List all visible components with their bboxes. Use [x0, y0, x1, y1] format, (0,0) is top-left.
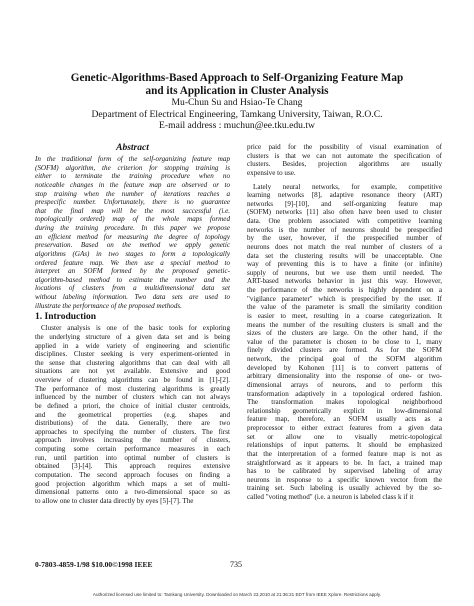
- text-line: illustrate the performance of the proposed methods.: [35, 301, 182, 310]
- right-paragraph-1: [247, 143, 442, 178]
- text-line: and the geometrical properties (e.g. shapes and: [35, 410, 230, 419]
- text-line: supply of neurons, but we use them until needed. The: [247, 268, 442, 277]
- text-line: the value of the parameter is small the similarity condition: [247, 303, 442, 312]
- text-line: neurons does not match the real number of clusters of a: [247, 242, 442, 251]
- text-line: networks is the number of neurons should be prespecified: [247, 225, 442, 234]
- text-line: Cluster analysis is one of the basic tools for exploring: [41, 324, 230, 333]
- text-line: ART-based networks behavior in just this way. However,: [247, 277, 442, 286]
- text-line: network, the principal goal of the SOFM algorithm: [247, 355, 442, 363]
- text-line: relationship geometrically explicit in low-dimensional: [247, 406, 442, 415]
- text-line: clusters. Besides, projection algorithms are usually: [247, 160, 442, 169]
- text-line: ordered feature map. We then use a special method to: [35, 258, 230, 267]
- text-line: "vigilance parameter" which is prespecified by the user. If: [247, 294, 442, 303]
- copyright-footer: 0-7803-4859-1/98 $10.00©1998 IEEE: [35, 560, 153, 569]
- text-line: has to be calibrated by supervised labeling of array: [247, 467, 442, 476]
- text-line: stop training when the number of iterations reaches a: [35, 189, 230, 198]
- authors: Mu-Chun Su and Hsiao-Te Chang: [171, 97, 303, 108]
- text-line: preservation. Based on the method we apply genetic: [35, 241, 230, 250]
- text-line: overview of clustering algorithms can be found in [1]-[2].: [35, 376, 230, 384]
- text-line: learning networks [8], adaptive resonance theory (ART): [247, 191, 442, 200]
- abstract-heading: Abstract: [116, 143, 149, 153]
- text-line: sizes of the clusters are large. On the other hand, if the: [247, 329, 442, 338]
- text-line: during the training procedure. In this paper we propose: [35, 224, 230, 232]
- text-line: dimensional arrays of neurons, and to perform this: [247, 380, 442, 389]
- text-line: topologically ordered) map of the whole maps formed: [35, 215, 230, 224]
- text-line: that the interpretation of a formed feature map is not as: [247, 449, 442, 458]
- text-line: either to terminate the training procedure when no: [35, 172, 230, 181]
- email-address: E-mail address : muchun@ee.tku.edu.tw: [159, 120, 315, 131]
- text-line: distributions) of the data. Generally, there are two: [35, 419, 230, 428]
- text-line: interpret an SOFM formed by the proposed genetic-: [35, 267, 230, 276]
- text-line: expensive to use.: [247, 168, 296, 177]
- text-line: by the user, however, if the prespecified number of: [247, 234, 442, 243]
- text-line: Lately neural networks, for example, competitive: [253, 182, 442, 191]
- introduction-body: [35, 324, 230, 505]
- text-line: developed by Kohonen [11] is to convert patterns of: [247, 363, 442, 372]
- text-line: approach involves increasing the number of clusters,: [35, 436, 230, 445]
- affiliation: Department of Electrical Engineering, Tamkang University, Taiwan, R.O.C.: [91, 109, 383, 120]
- paper-title-line-2: and its Application in Cluster Analysis: [145, 85, 329, 97]
- text-line: way of preventing this is to have a finite (or infinite): [247, 260, 442, 269]
- license-notice: Authorized licensed use limited to: Tamkang University. Downloaded on March 23,2010 at 21:36:21 EDT from IEEE Xplore. Restrictions apply.: [92, 592, 382, 597]
- text-line: applied in a wide variety of engineering and scientific: [35, 341, 230, 350]
- text-line: straightforward as it appears to be. In fact, a trained map: [247, 458, 442, 467]
- text-line: relationships of input patterns. It should be emphasized: [247, 441, 442, 450]
- text-line: locations of clusters from a multidimensional data set: [35, 284, 230, 293]
- text-line: without labeling information. Two data sets are used to: [35, 293, 230, 301]
- text-line: noticeable changes in the feature map are observed or to: [35, 180, 230, 189]
- text-line: be defined a priori, the choice of initial cluster centroids,: [35, 401, 230, 410]
- text-line: neurons in response to a specific known vector from the: [247, 475, 442, 484]
- text-line: run, until partition into optimal number of clusters is: [35, 453, 230, 462]
- text-line: algorithm-based method to estimate the number and the: [35, 275, 230, 284]
- text-line: computation. The second approach focuses on finding a: [35, 470, 230, 479]
- text-line: arbitrary dimensionality into the response of one- or two-: [247, 372, 442, 381]
- text-line: obtained [3]-[4]. This approach requires extensive: [35, 462, 230, 471]
- text-line: dimensional patterns onto a two-dimensional space so as: [35, 488, 230, 497]
- text-line: (SOFM) algorithm, the criterion for stopping training is: [35, 163, 230, 172]
- text-line: price paid for the possibility of visual examination of: [247, 143, 442, 151]
- text-line: the performance of the networks is highly dependent on a: [247, 286, 442, 294]
- text-line: good projection algorithm which maps a set of multi-: [35, 479, 230, 488]
- text-line: situations are not yet available. Extensive and good: [35, 367, 230, 376]
- text-line: feature map, therefore, an SOFM usually acts as a: [247, 415, 442, 424]
- text-line: training set. Such labeling is usually achieved by the so-: [247, 484, 442, 493]
- text-line: The transformation makes topological neighborhood: [247, 398, 442, 407]
- text-line: the sense that clustering algorithms that can deal with all: [35, 358, 230, 367]
- text-line: prespecific number. Unfortunately, there is no guarantee: [35, 198, 230, 207]
- text-line: disciplines. Cluster seeking is very experiment-oriented in: [35, 350, 230, 359]
- text-line: the underlying structure of a given data set and is being: [35, 332, 230, 341]
- text-line: clusters is that we can not automate the specification of: [247, 151, 442, 160]
- right-paragraph-2: [247, 183, 442, 502]
- text-line: preprocessor to either extract features from a given data: [247, 424, 442, 432]
- text-line: computing some certain performance measures in each: [35, 445, 230, 453]
- text-line: to allow one to cluster data directly by eyes [5]-[7]. The: [35, 496, 194, 505]
- text-line: (SOFM) networks [11] also often have been used to cluster: [247, 208, 442, 217]
- text-line: an efficient method for measuring the degree of topology: [35, 232, 230, 241]
- text-line: that the final map will be the most successful (i.e.: [35, 206, 230, 215]
- introduction-heading: 1. Introduction: [35, 312, 97, 323]
- text-line: transformation adaptively in a topological ordered fashion.: [247, 389, 442, 398]
- text-line: approaches to specifying the number of clusters. The first: [35, 427, 230, 436]
- text-line: influenced by the number of clusters which can not always: [35, 393, 230, 402]
- text-line: value of the parameter is chosen to be close to 1, many: [247, 337, 442, 346]
- paper-title-line-1: Genetic-Algorithms-Based Approach to Self-Organizing Feature Map: [70, 72, 404, 84]
- right-column: [247, 143, 442, 502]
- text-line: set or allow one to visually metric-topological: [247, 432, 442, 441]
- text-line: algorithms (GAs) in two stages to form a topologically: [35, 249, 230, 258]
- text-line: In the traditional form of the self-organizing feature map: [35, 155, 230, 163]
- text-line: is easier to meet, resulting in a coarse categorization. It: [247, 311, 442, 320]
- text-line: called "voting method" (i.e. a neuron is labeled class k if it: [247, 493, 414, 501]
- left-column: [35, 143, 230, 505]
- text-line: data. One problem associated with competitive learning: [247, 217, 442, 225]
- text-line: data set the clustering results will be unacceptable. One: [247, 251, 442, 260]
- text-line: networks [9]-[10], and self-organizing feature map: [247, 199, 442, 208]
- text-line: The performance of most clustering algorithms is greatly: [35, 384, 230, 393]
- page-number: 735: [230, 560, 242, 569]
- text-line: finely divided clusters are formed. As for the SOFM: [247, 346, 442, 355]
- text-line: means the number of the resulting clusters is small and the: [247, 320, 442, 329]
- abstract-body: [35, 155, 230, 310]
